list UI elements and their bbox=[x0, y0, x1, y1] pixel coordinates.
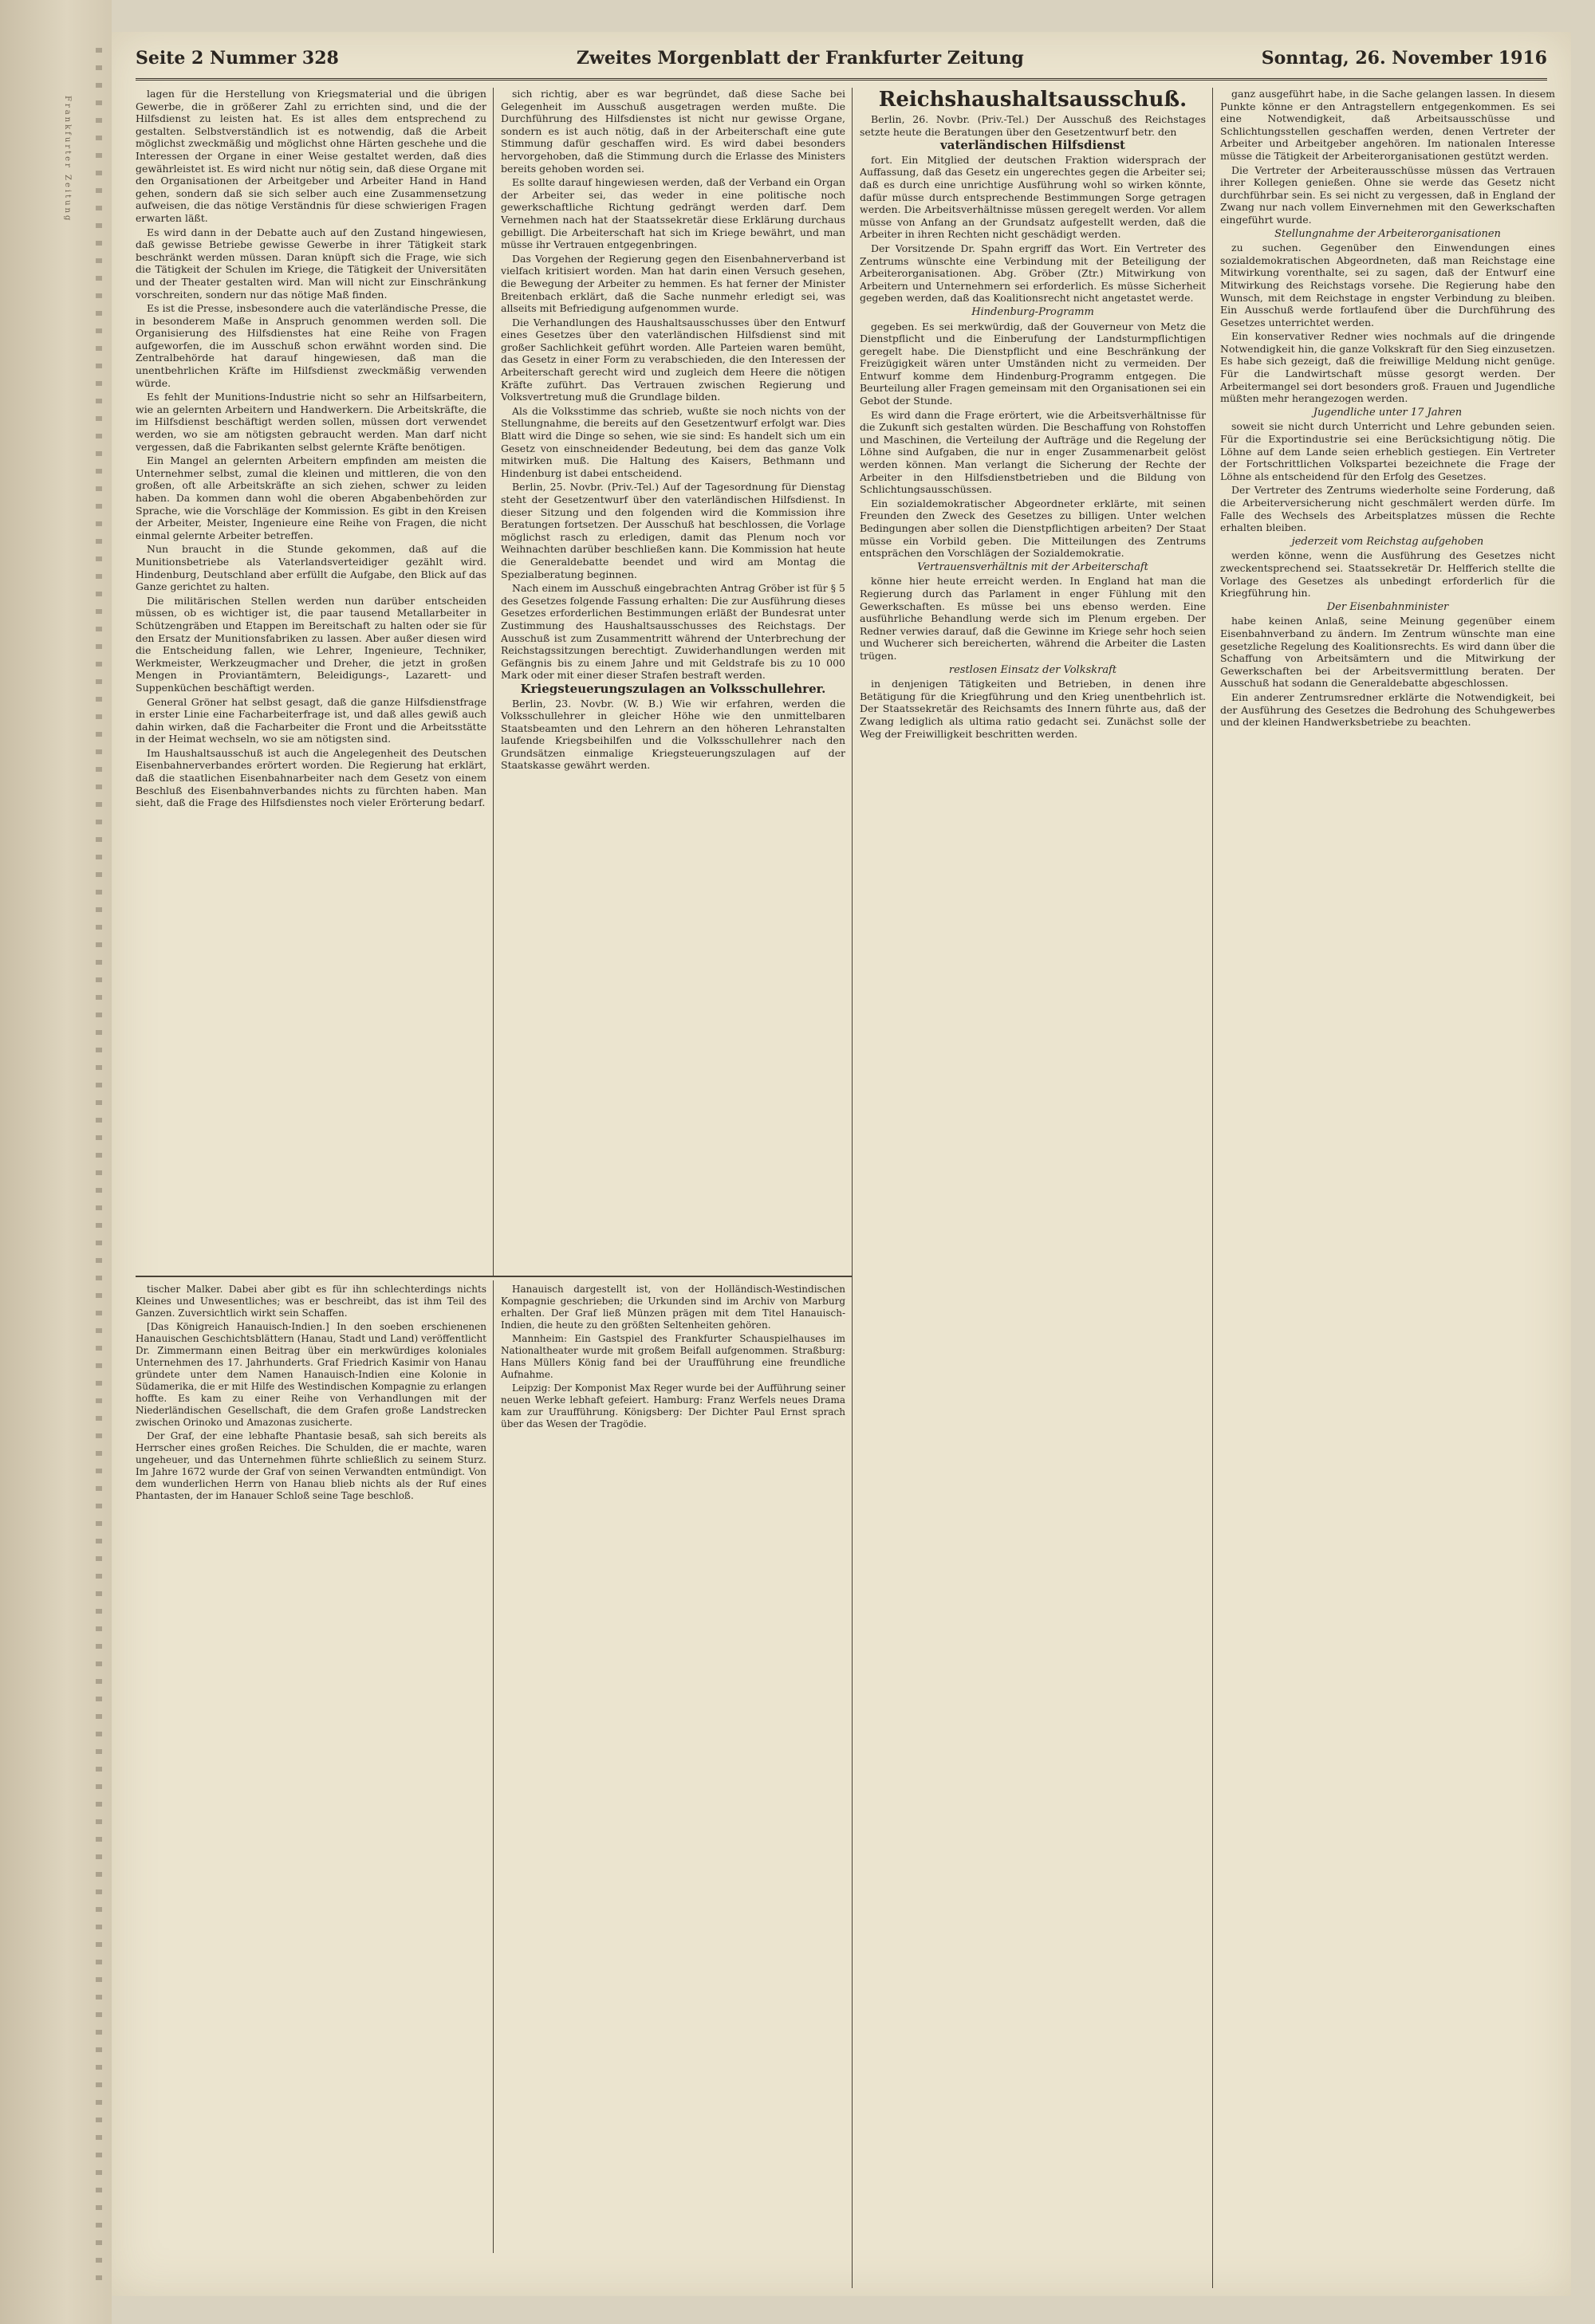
paragraph: Das Vorgehen der Regierung gegen den Eisenbahnerverband ist vielfach kritisiert worden. Man hat darin einen Versuch gesehen, die Bewegung der Arbeiter zu hemmen. Es hat ferner der Minister Breitenbach erklärt, daß die Sache nunmehr erledigt sei, was allseits mit Befriedigung aufgenommen wurde. bbox=[501, 252, 845, 315]
paragraph: lagen für die Herstellung von Kriegsmaterial und die übrigen Gewerbe, die in größerer Zahl zu errichten sind, und die der Hilfsdienst zu leisten hat. Es ist alles dem entsprechend zu gestalten. Selbstverständlich ist es notwendig, daß die Arbeit möglichst zweckmäßig und möglichst ohne Härten geschehe und die Interessen der Organe in einer Weise gestaltet werden, daß dies gewährleistet ist. Es wird nicht nur nötig sein, daß diese Organe mit den Organisationen der Arbeitgeber und Arbeiter Hand in Hand gehen, sondern daß sie sich selber auch eine Zusammensetzung aufweisen, die das nötige Verständnis für diese schwierigen Fragen erwarten läßt. bbox=[136, 88, 486, 224]
paragraph: Die militärischen Stellen werden nun darüber entscheiden müssen, ob es wichtiger ist, die paar tausend Metallarbeiter in Schützengräben und Etappen im Bereitschaft zu halten oder sie für den Ersatz der Munitionsfabriken zu lassen. Aber außer diesen wird die Entscheidung fallen, wie Lehrer, Ingenieure, Techniker, Werkmeister, Werkzeugmacher und Dreher, die jetzt in großen Mengen in Proviantämtern, Beleidigungs-, Lazarett- und Suppenküchen beschäftigt werden. bbox=[136, 594, 486, 694]
paragraph: Im Haushaltsausschuß ist auch die Angelegenheit des Deutschen Eisenbahnerverbandes erörtert worden. Die Regierung hat erklärt, daß die staatlichen Eisenbahnarbeiter nach dem Gesetz von einem Beschluß des Eisenbahnverbandes nichts zu fürchten haben. Man sieht, daß die Frage des Hilfsdienstes noch vieler Erörterung bedarf. bbox=[136, 746, 486, 809]
paragraph: Es wird dann die Frage erörtert, wie die Arbeitsverhältnisse für die Zukunft sich gestalten würden. Die Beschaffung von Rohstoffen und Maschinen, die Verteilung der Aufträge und die Regelung der Löhne sind Aufgaben, die nur in enger Zusammenarbeit gelöst werden können. Man verlangt die Sicherung der Rechte der Arbeiter in den Hilfsdienstbetrieben und die Bildung von Schlichtungsausschüssen. bbox=[860, 408, 1206, 496]
paragraph: General Gröner hat selbst gesagt, daß die ganze Hilfsdienstfrage in erster Linie eine Facharbeiterfrage ist, und daß alles gewiß auch dahin wirken, daß die Facharbeiter die Front und die Arbeitsstätte in der Heimat wechseln, wo sie am nötigsten sind. bbox=[136, 695, 486, 745]
paragraph: Es ist die Presse, insbesondere auch die vaterländische Presse, die in besonderem Maße in Anspruch genommen werden soll. Die Organisierung des Hilfsdienstes hat eine Reihe von Fragen aufgeworfen, die im Ausschuß schon erwähnt worden sind. Die Zentralbehörde hat darauf hingewiesen, daß man die unentbehrlichen Kräfte im Hilfsdienst zweckmäßig verwenden würde. bbox=[136, 302, 486, 389]
paragraph: soweit sie nicht durch Unterricht und Lehre gebunden seien. Für die Exportindustrie sei eine Berücksichtigung nötig. Die Löhne auf dem Lande seien erheblich gestiegen. Ein Vertreter der Fortschrittlichen Volkspartei bezeichnete die Frage der Löhne als entscheidend für den Erfolg des Gesetzes. bbox=[1220, 420, 1555, 482]
paragraph: Die Vertreter der Arbeiterausschüsse müssen das Vertrauen ihrer Kollegen genießen. Ohne sie werde das Gesetz nicht durchführbar sein. Es sei nicht zu vergessen, daß in England der Zwang nur nach vollem Einvernehmen mit den Gewerkschaften eingeführt wurde. bbox=[1220, 163, 1555, 226]
paragraph: Ein anderer Zentrumsredner erklärte die Notwendigkeit, bei der Ausführung des Gesetzes die Bedrohung des Schuhgewerbes und der kleinen Handwerksbetriebe zu beachten. bbox=[1220, 690, 1555, 729]
paragraph: habe keinen Anlaß, seine Meinung gegenüber einem Eisenbahnverband zu ändern. Im Zentrum wünschte man eine gesetzliche Regelung des Koalitionsrechts. Es wird dann über die Schaffung von Arbeitsämtern und die Mitwirkung der Gewerkschaften bei der Arbeitsvermittlung beraten. Der Ausschuß hat sodann die Generaldebatte abgeschlossen. bbox=[1220, 615, 1555, 690]
section-heading: Jugendliche unter 17 Jahren bbox=[1313, 406, 1463, 419]
paragraph: könne hier heute erreicht werden. In England hat man die Regierung durch das Parlament in enger Fühlung mit den Gewerkschaften. Es müsse bei uns ebenso werden. Eine ausführliche Behandlung werde sich im Plenum ergeben. Der Redner verwies darauf, daß die Gewinne im Kriege sehr hoch seien und Wucherer sich bereicherten, während die Arbeiter die Lasten trügen. bbox=[860, 575, 1206, 662]
paragraph: zu suchen. Gegenüber den Einwendungen eines sozialdemokratischen Abgeordneten, daß man Reichstage eine Mitwirkung vorenthalte, sei zu sagen, daß der Entwurf eine Mitwirkung des Reichstags vorsehe. Die Regierung habe den Wunsch, mit dem Reichstage in engster Verbindung zu bleiben. Ein Ausschuß werde fortlaufend über die Durchführung des Gesetzes unterrichtet werden. bbox=[1220, 242, 1555, 328]
paragraph: Es fehlt der Munitions-Industrie nicht so sehr an Hilfsarbeitern, wie an gelernten Arbeitern und Handwerkern. Die Arbeitskräfte, die im Hilfsdienst beschäftigt werden sollen, müssen dort verwendet werden, wo sie am nötigsten gebraucht werden. Man darf nicht vergessen, daß die Fabrikanten selbst gelernte Kräfte benötigen. bbox=[136, 391, 486, 453]
paragraph: sich richtig, aber es war begründet, daß diese Sache bei Gelegenheit im Ausschuß ausgetragen werden mußte. Die Durchführung des Hilfsdienstes ist nicht nur gewisse Organe, sondern es ist auch nötig, daß in der Arbeiterschaft eine gute Stimmung dafür geschaffen wird. Es wird dabei besonders hervorgehoben, daß die Stimmung durch die Erlasse des Ministers bereits gehoben worden sei. bbox=[501, 88, 845, 175]
book-binding bbox=[0, 0, 112, 2324]
column-rule bbox=[493, 88, 494, 1276]
paragraph: Leipzig: Der Komponist Max Reger wurde bei der Aufführung seiner neuen Werke lebhaft gefeiert. Hamburg: Franz Werfels neues Drama kam zur Uraufführung. Königsberg: Der Dichter Paul Ernst sprach über das Wesen der Tragödie. bbox=[501, 1382, 845, 1429]
column-rule bbox=[493, 1280, 494, 2253]
page-header bbox=[136, 38, 1547, 81]
column-3 bbox=[860, 88, 1206, 2288]
paragraph: Nun braucht in die Stunde gekommen, daß auf die Munitionsbetriebe als Vaterlandsverteidiger gezählt wird. Hindenburg, Deutschland aber erfüllt die Aufgabe, den Blick auf das Ganze gerichtet zu halten. bbox=[136, 543, 486, 593]
edition-title: Zweites Morgenblatt der Frankfurter Zeitung bbox=[576, 48, 1024, 69]
paragraph: Berlin, 23. Novbr. (W. B.) Wie wir erfahren, werden die Volksschullehrer in gleicher Höhe wie den unmittelbaren Staatsbeamten und den Lehrern an den höheren Lehranstalten laufende Kriegsbeihilfen und die Volksschullehrer nach den Grundsätzen einmalige Kriegsteuerungszulagen auf der Staatskasse gewährt werden. bbox=[501, 697, 845, 772]
paragraph: Mannheim: Ein Gastspiel des Frankfurter Schauspielhauses im Nationaltheater wurde mit großem Beifall aufgenommen. Straßburg: Hans Müllers König fand bei der Uraufführung eine freundliche Aufnahme. bbox=[501, 1333, 845, 1380]
paragraph: Ein sozialdemokratischer Abgeordneter erklärte, mit seinen Freunden den Zweck des Gesetzes zu billigen. Unter welchen Bedingungen aber sollen die Dienstpflichtigen arbeiten? Der Staat müsse ein Vorbild geben. Die Mitteilungen des Zentrums entsprächen den Vorschlägen der Sozialdemokratie. bbox=[860, 497, 1206, 560]
page-number: Seite 2 Nummer 328 bbox=[136, 48, 339, 69]
paragraph: Ein konservativer Redner wies nochmals auf die dringende Notwendigkeit hin, die ganze Volkskraft für den Sieg einzusetzen. Es habe sich gezeigt, daß die freiwillige Meldung nicht genüge. Für die Landwirtschaft müsse gesorgt werden. Der Arbeitermangel sei dort besonders groß. Frauen und Jugendliche müßten mehr herangezogen werden. bbox=[1220, 330, 1555, 405]
paragraph: Berlin, 26. Novbr. (Priv.-Tel.) Der Ausschuß des Reichstages setzte heute die Beratungen über den Gesetzentwurf betr. den bbox=[860, 113, 1206, 138]
feuilleton-column-2 bbox=[501, 1284, 845, 2248]
paragraph: [Das Königreich Hanauisch-Indien.] In den soeben erschienenen Hanauischen Geschichtsblättern (Hanau, Stadt und Land) veröffentlicht Dr. Zimmermann einen Beitrag über ein merkwürdiges koloniales Unternehmen des 17. Jahrhunderts. Graf Friedrich Kasimir von Hanau gründete unter dem Namen Hanauisch-Indien eine Kolonie in Südamerika, die er mit Hilfe des Westindischen Kompagnie zu erlangen hoffte. Es kam zu einer Reihe von Verhandlungen mit der Niederländischen Gesellschaft, die dem Grafen große Landstrecken zwischen Orinoko und Amazonas zusicherte. bbox=[136, 1321, 486, 1428]
column-1 bbox=[136, 88, 486, 1272]
paragraph: tischer Malker. Dabei aber gibt es für ihn schlechterdings nichts Kleines und Unwesentliches; was er beschreibt, das ist ihm Teil des Ganzen. Zuversichtlich wirkt sein Schaffen. bbox=[136, 1284, 486, 1319]
article-subheading: vaterländischen Hilfsdienst bbox=[940, 138, 1125, 153]
column-4 bbox=[1220, 88, 1555, 2288]
column-rule bbox=[852, 88, 853, 2288]
binding-stamp: Frankfurter Zeitung bbox=[63, 96, 72, 223]
issue-date: Sonntag, 26. November 1916 bbox=[1261, 48, 1547, 69]
section-heading: Stellungnahme der Arbeiterorganisationen bbox=[1274, 227, 1501, 240]
paragraph: Es wird dann in der Debatte auch auf den Zustand hingewiesen, daß gewisse Betriebe gewisse Gewerbe in ihrer Tätigkeit stark beschränkt werden müssen. Daran knüpft sich die Frage, wie sich die Tätigkeit der Schulen im Kriege, die Tätigkeit der Universitäten und der Theater gestalten wird. Man will nicht zur Einschränkung vorschreiten, sondern nur das nötige Maß finden. bbox=[136, 226, 486, 301]
paragraph: in denjenigen Tätigkeiten und Betrieben, in denen ihre Betätigung für die Kriegführung und den Krieg unentbehrlich ist. Der Staatssekretär des Reichsamts des Innern führte aus, daß der Zwang lediglich als ultima ratio gedacht sei. Zunächst solle der Weg der Freiwilligkeit beschritten werden. bbox=[860, 678, 1206, 740]
feuilleton-divider bbox=[136, 1276, 852, 1277]
paragraph: gegeben. Es sei merkwürdig, daß der Gouverneur von Metz die Dienstpflicht und die Einberufung der Landsturmpflichtigen geregelt habe. Die Dienstpflicht und eine Beschränkung der Freizügigkeit wären unter Umständen nicht zu vermeiden. Der Entwurf komme dem Hindenburg-Programm entgegen. Die Beurteilung aller Fragen gemeinsam mit den Organisationen sei ein Gebot der Stunde. bbox=[860, 320, 1206, 407]
paragraph: Der Vorsitzende Dr. Spahn ergriff das Wort. Ein Vertreter des Zentrums wünschte eine Verbindung mit der Beteiligung der Arbeiterorganisationen. Abg. Gröber (Ztr.) Mitwirkung von Arbeitern und Unternehmern sei erforderlich. Es müsse Sicherheit gegeben werden, daß das Koalitionsrecht nicht angetastet werde. bbox=[860, 242, 1206, 305]
column-rule bbox=[1212, 88, 1213, 2288]
paragraph: werden könne, wenn die Ausführung des Gesetzes nicht zweckentsprechend sei. Staatssekretär Dr. Helfferich stellte die Vorlage des Gesetzes als unbedingt erforderlich für die Kriegführung hin. bbox=[1220, 549, 1555, 600]
section-heading: jederzeit vom Reichstag aufgehoben bbox=[1291, 535, 1484, 548]
column-2 bbox=[501, 88, 845, 1272]
section-heading: Vertrauensverhältnis mit der Arbeiterschaft bbox=[917, 560, 1148, 573]
paragraph: Nach einem im Ausschuß eingebrachten Antrag Gröber ist für § 5 des Gesetzes folgende Fassung erhalten: Die zur Ausführung dieses Gesetzes erforderlichen Bestimmungen erläßt der Bundesrat unter Zustimmung des Haushaltsausschusses des Reichstags. Der Ausschuß ist zum Zusammentritt während der Unterbrechung der Reichstagssitzungen berechtigt. Zuwiderhandlungen werden mit Gefängnis bis zu einem Jahre und mit Geldstrafe bis zu 10 000 Mark oder mit einer dieser Strafen bestraft werden. bbox=[501, 582, 845, 682]
paragraph: fort. Ein Mitglied der deutschen Fraktion widersprach der Auffassung, daß das Gesetz ein ungerechtes gegen die Arbeiter sei; daß es durch eine unrichtige Ausführung wohl so wirken könnte, dafür müsse durch entsprechende Bestimmungen Sorge getragen werden. Die Arbeitsverhältnisse müssen geregelt werden. Vor allem müsse von Anfang an der Grundsatz aufgestellt werden, daß die Arbeiter in ihren Rechten nicht geschädigt werden. bbox=[860, 153, 1206, 241]
section-heading: restlosen Einsatz der Volkskraft bbox=[948, 663, 1117, 676]
feuilleton-column-1 bbox=[136, 1284, 486, 2248]
paragraph: Hanauisch dargestellt ist, von der Holländisch-Westindischen Kompagnie geschrieben; die Urkunden sind im Archiv von Marburg erhalten. Der Graf ließ Münzen prägen mit dem Titel Hanauisch-Indien, die heute zu den größten Seltenheiten gehören. bbox=[501, 1284, 845, 1331]
paragraph: Es sollte darauf hingewiesen werden, daß der Verband ein Organ der Arbeiter sei, das weder in eine politische noch gewerkschaftliche Richtung gedrängt werden darf. Dem Vernehmen nach hat der Staatssekretär diese Erklärung durchaus gebilligt. Die Arbeiterschaft hat sich im Kriege bewährt, und man müsse ihr Vertrauen entgegenbringen. bbox=[501, 176, 845, 251]
paragraph: Der Graf, der eine lebhafte Phantasie besaß, sah sich bereits als Herrscher eines großen Reiches. Die Schulden, die er machte, waren ungeheuer, und das Unternehmen führte schließlich zu seinem Sturz. Im Jahre 1672 wurde der Graf von seinen Verwandten entmündigt. Von dem wunderlichen Herrn von Hanau blieb nichts als der Ruf eines Phantasten, der im Hanauer Schloß seine Tage beschloß. bbox=[136, 1430, 486, 1501]
binding-stitching bbox=[96, 48, 102, 2280]
section-heading: Kriegsteuerungszulagen an Volksschullehrer. bbox=[520, 681, 826, 696]
paragraph: Berlin, 25. Novbr. (Priv.-Tel.) Auf der Tagesordnung für Dienstag steht der Gesetzentwurf über den vaterländischen Hilfsdienst. In dieser Sitzung und den folgenden wird die Kommission ihre Beratungen fortsetzen. Der Ausschuß hat beschlossen, die Vorlage möglichst rasch zu erledigen, damit das Plenum noch vor Weihnachten darüber beschließen kann. Die Kommission hat heute die Generaldebatte beendet und wird am Montag die Spezialberatung beginnen. bbox=[501, 481, 845, 580]
paragraph: Ein Mangel an gelernten Arbeitern empfinden am meisten die Unternehmer selbst, zumal die kleinen und mittleren, die von den großen, oft alle Arbeitskräfte an sich ziehen, schwer zu leiden haben. Da kommen dann wohl die oberen Abgabenbehörden zur Sprache, wie die Vorschläge der Kommission. Es gibt in den Kreisen der Arbeiter, Meister, Ingenieure eine Reihe von Fragen, die nicht einmal gelernte Arbeiter betreffen. bbox=[136, 454, 486, 541]
paragraph: ganz ausgeführt habe, in die Sache gelangen lassen. In diesem Punkte könne er den Antragstellern entgegenkommen. Es sei eine Notwendigkeit, daß Arbeitsausschüsse und Schlichtungsstellen geschaffen werden, denen Vertreter der Arbeiter und Arbeitgeber angehören. Im nationalen Interesse müsse die Tätigkeit der Arbeiterorganisationen gestützt werden. bbox=[1220, 88, 1555, 162]
newspaper-page bbox=[112, 32, 1571, 2296]
article-headline: Reichshaushaltsausschuß. bbox=[878, 88, 1187, 112]
paragraph: Der Vertreter des Zentrums wiederholte seine Forderung, daß die Arbeiterversicherung nicht geschmälert werden dürfe. Im Falle des Wechsels des Arbeitsplatzes müssen die Rechte erhalten bleiben. bbox=[1220, 484, 1555, 534]
paragraph: Die Verhandlungen des Haushaltsausschusses über den Entwurf eines Gesetzes über den vaterländischen Hilfsdienst sind mit großer Sachlichkeit geführt worden. Alle Parteien waren bemüht, das Gesetz in einer Form zu verabschieden, die den Interessen der Arbeiterschaft gerecht wird und zugleich dem Heere die nötigen Kräfte zuführt. Das Vertrauen zwischen Regierung und Volksvertretung muß die Grundlage bilden. bbox=[501, 316, 845, 403]
section-heading: Der Eisenbahnminister bbox=[1326, 600, 1449, 613]
paragraph: Als die Volksstimme das schrieb, wußte sie noch nichts von der Stellungnahme, die bereits auf den Gesetzentwurf erfolgt war. Dies Blatt wird die Dinge so sehen, wie sie sind: Es handelt sich um ein Gesetz von einschneidender Bedeutung, bei dem das ganze Volk mitwirken muß. Die Haltung des Kaisers, Bethmann und Hindenburg ist dabei entscheidend. bbox=[501, 404, 845, 479]
section-heading: Hindenburg-Programm bbox=[971, 305, 1094, 318]
